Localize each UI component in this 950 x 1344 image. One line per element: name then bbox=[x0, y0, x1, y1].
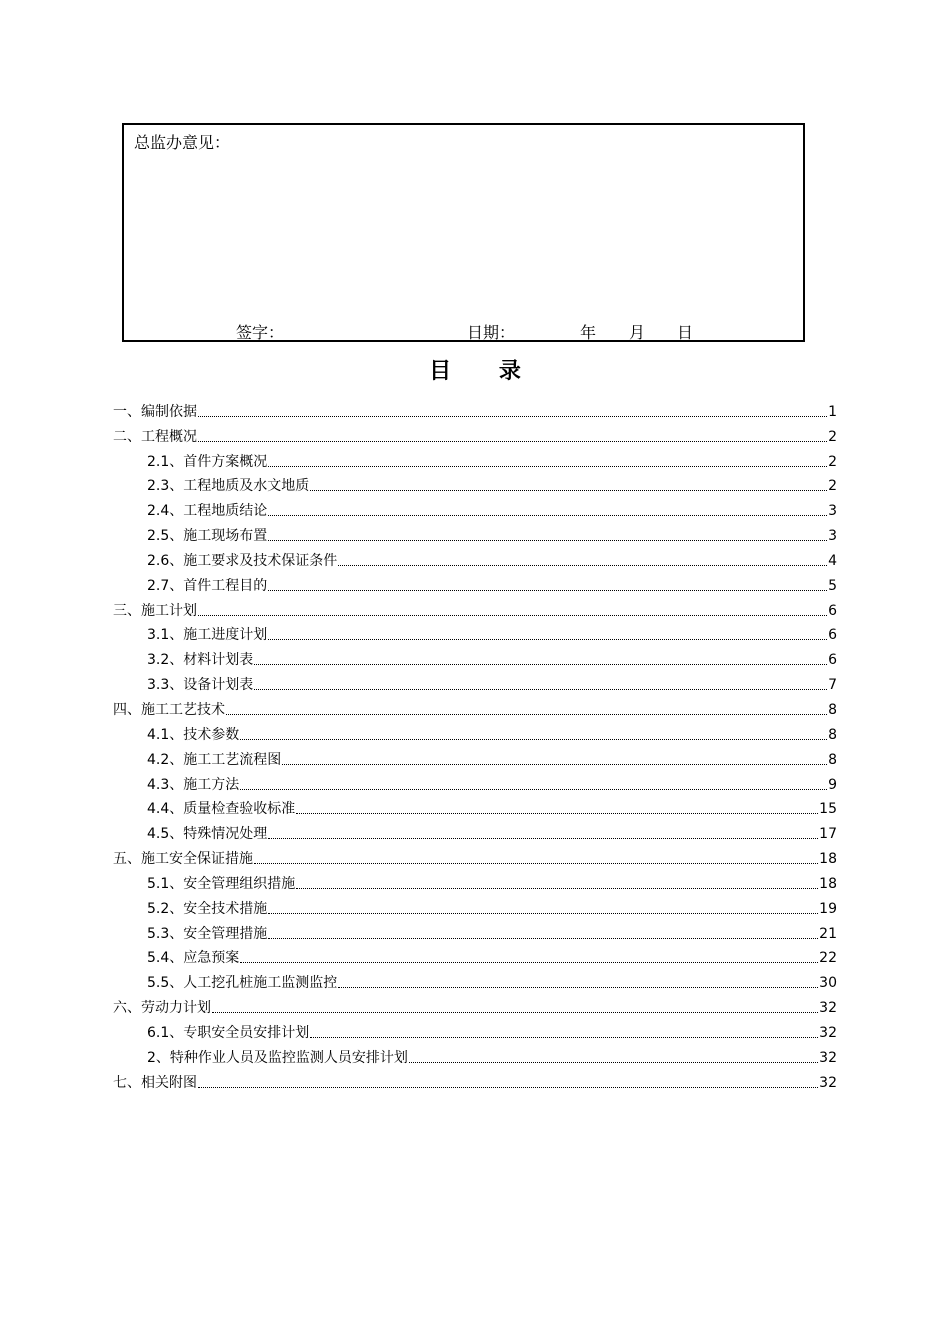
toc-entry-title: 2、特种作业人员及监控监测人员安排计划 bbox=[147, 1049, 408, 1066]
toc-entry[interactable] bbox=[113, 644, 837, 669]
toc-entry-title: 5.2、安全技术措施 bbox=[147, 900, 268, 917]
toc-leader-dots bbox=[268, 913, 818, 914]
toc-entry-page: 32 bbox=[819, 1074, 837, 1091]
toc-entry-page: 6 bbox=[828, 602, 837, 619]
toc-entry-page: 2 bbox=[828, 453, 837, 470]
toc-entry[interactable] bbox=[113, 744, 837, 769]
toc-entry[interactable] bbox=[113, 421, 837, 446]
toc-leader-dots bbox=[240, 739, 827, 740]
toc-leader-dots bbox=[268, 938, 818, 939]
toc-entry-title: 五、施工安全保证措施 bbox=[113, 851, 253, 868]
toc-leader-dots bbox=[212, 1012, 818, 1013]
toc-entry[interactable] bbox=[113, 843, 837, 868]
toc-entry-page: 6 bbox=[828, 627, 837, 644]
toc-entry-page: 32 bbox=[819, 1024, 837, 1041]
toc-leader-dots bbox=[254, 689, 827, 690]
toc-entry-title: 一、编制依据 bbox=[113, 403, 197, 420]
toc-leader-dots bbox=[268, 639, 827, 640]
toc-leader-dots bbox=[254, 863, 818, 864]
toc-entry-page: 9 bbox=[828, 776, 837, 793]
toc-leader-dots bbox=[296, 813, 818, 814]
toc-entry[interactable] bbox=[113, 868, 837, 893]
toc-leader-dots bbox=[240, 789, 827, 790]
toc-leader-dots bbox=[268, 515, 827, 516]
toc-entry-title: 4.3、施工方法 bbox=[147, 776, 240, 793]
toc-entry-title: 六、劳动力计划 bbox=[113, 1000, 211, 1017]
toc-leader-dots bbox=[268, 838, 818, 839]
date-label: 日期： bbox=[467, 323, 516, 342]
toc-leader-dots bbox=[310, 490, 827, 491]
toc-entry-page: 3 bbox=[828, 528, 837, 545]
toc-leader-dots bbox=[198, 416, 827, 417]
toc-entry[interactable] bbox=[113, 446, 837, 471]
toc-entry-title: 6.1、专职安全员安排计划 bbox=[147, 1024, 310, 1041]
toc-entry[interactable] bbox=[113, 570, 837, 595]
toc-entry-title: 2.4、工程地质结论 bbox=[147, 503, 268, 520]
toc-entry[interactable] bbox=[113, 595, 837, 620]
toc-entry-page: 5 bbox=[828, 577, 837, 594]
toc-leader-dots bbox=[198, 1087, 818, 1088]
toc-entry-page: 7 bbox=[828, 677, 837, 694]
toc-entry[interactable] bbox=[113, 943, 837, 968]
toc-entry[interactable] bbox=[113, 1017, 837, 1042]
toc-entry-page: 17 bbox=[819, 826, 837, 843]
toc-leader-dots bbox=[338, 565, 827, 566]
toc-leader-dots bbox=[409, 1062, 818, 1063]
toc-entry-title: 七、相关附图 bbox=[113, 1074, 197, 1091]
toc-leader-dots bbox=[268, 466, 827, 467]
toc-entry-title: 2.5、施工现场布置 bbox=[147, 528, 268, 545]
toc-entry-page: 19 bbox=[819, 900, 837, 917]
toc-leader-dots bbox=[268, 540, 827, 541]
toc-entry-title: 3.1、施工进度计划 bbox=[147, 627, 268, 644]
toc-entry-page: 4 bbox=[828, 552, 837, 569]
toc-entry[interactable] bbox=[113, 471, 837, 496]
signature-label: 签字： bbox=[236, 323, 285, 342]
toc-entry-title: 4.4、质量检查验收标准 bbox=[147, 801, 296, 818]
opinion-label: 总监办意见： bbox=[134, 133, 231, 152]
toc-entry[interactable] bbox=[113, 669, 837, 694]
toc-leader-dots bbox=[268, 590, 827, 591]
toc-entry-title: 4.1、技术参数 bbox=[147, 726, 240, 743]
toc-entry[interactable] bbox=[113, 794, 837, 819]
toc-entry-page: 8 bbox=[828, 726, 837, 743]
toc-entry-page: 3 bbox=[828, 503, 837, 520]
toc-entry-page: 6 bbox=[828, 652, 837, 669]
year-label: 年 bbox=[580, 323, 597, 342]
toc-leader-dots bbox=[338, 987, 818, 988]
toc-leader-dots bbox=[310, 1037, 818, 1038]
toc-entry-page: 8 bbox=[828, 701, 837, 718]
toc-entry[interactable] bbox=[113, 893, 837, 918]
toc-entry-title: 5.1、安全管理组织措施 bbox=[147, 875, 296, 892]
toc-entry-title: 3.2、材料计划表 bbox=[147, 652, 254, 669]
toc-entry[interactable] bbox=[113, 620, 837, 645]
toc-entry[interactable] bbox=[113, 719, 837, 744]
toc-leader-dots bbox=[240, 962, 818, 963]
toc-entry[interactable] bbox=[113, 694, 837, 719]
table-of-contents bbox=[113, 396, 837, 1092]
toc-entry[interactable] bbox=[113, 396, 837, 421]
day-label: 日 bbox=[677, 323, 694, 342]
toc-entry-page: 2 bbox=[828, 478, 837, 495]
toc-entry-title: 三、施工计划 bbox=[113, 602, 197, 619]
toc-title: 目 录 bbox=[429, 359, 541, 384]
toc-entry[interactable] bbox=[113, 769, 837, 794]
toc-entry-page: 32 bbox=[819, 1000, 837, 1017]
toc-entry[interactable] bbox=[113, 1042, 837, 1067]
toc-entry-page: 32 bbox=[819, 1049, 837, 1066]
toc-entry-page: 1 bbox=[828, 403, 837, 420]
toc-entry-page: 15 bbox=[819, 801, 837, 818]
toc-leader-dots bbox=[254, 664, 827, 665]
toc-entry-page: 18 bbox=[819, 851, 837, 868]
toc-leader-dots bbox=[296, 888, 818, 889]
toc-entry-title: 5.3、安全管理措施 bbox=[147, 925, 268, 942]
toc-entry-title: 3.3、设备计划表 bbox=[147, 677, 254, 694]
toc-entry-title: 2.1、首件方案概况 bbox=[147, 453, 268, 470]
toc-entry-title: 4.2、施工工艺流程图 bbox=[147, 751, 282, 768]
toc-entry-page: 21 bbox=[819, 925, 837, 942]
toc-entry-page: 8 bbox=[828, 751, 837, 768]
toc-entry-page: 18 bbox=[819, 875, 837, 892]
toc-entry-title: 四、施工工艺技术 bbox=[113, 701, 225, 718]
toc-leader-dots bbox=[282, 764, 827, 765]
toc-entry-page: 30 bbox=[819, 975, 837, 992]
toc-entry-title: 5.5、人工挖孔桩施工监测监控 bbox=[147, 975, 338, 992]
toc-entry[interactable] bbox=[113, 818, 837, 843]
toc-entry-page: 2 bbox=[828, 428, 837, 445]
supervisor-opinion-box bbox=[122, 123, 805, 342]
toc-entry[interactable] bbox=[113, 520, 837, 545]
toc-leader-dots bbox=[198, 441, 827, 442]
toc-leader-dots bbox=[198, 615, 827, 616]
toc-entry-page: 22 bbox=[819, 950, 837, 967]
toc-entry-title: 5.4、应急预案 bbox=[147, 950, 240, 967]
toc-entry[interactable] bbox=[113, 918, 837, 943]
toc-entry[interactable] bbox=[113, 495, 837, 520]
toc-leader-dots bbox=[226, 714, 827, 715]
toc-entry[interactable] bbox=[113, 1067, 837, 1092]
toc-entry-title: 二、工程概况 bbox=[113, 428, 197, 445]
toc-entry[interactable] bbox=[113, 967, 837, 992]
month-label: 月 bbox=[629, 323, 646, 342]
toc-entry-title: 4.5、特殊情况处理 bbox=[147, 826, 268, 843]
toc-entry-title: 2.3、工程地质及水文地质 bbox=[147, 478, 310, 495]
toc-entry-title: 2.6、施工要求及技术保证条件 bbox=[147, 552, 338, 569]
toc-entry-title: 2.7、首件工程目的 bbox=[147, 577, 268, 594]
toc-entry[interactable] bbox=[113, 992, 837, 1017]
toc-entry[interactable] bbox=[113, 545, 837, 570]
